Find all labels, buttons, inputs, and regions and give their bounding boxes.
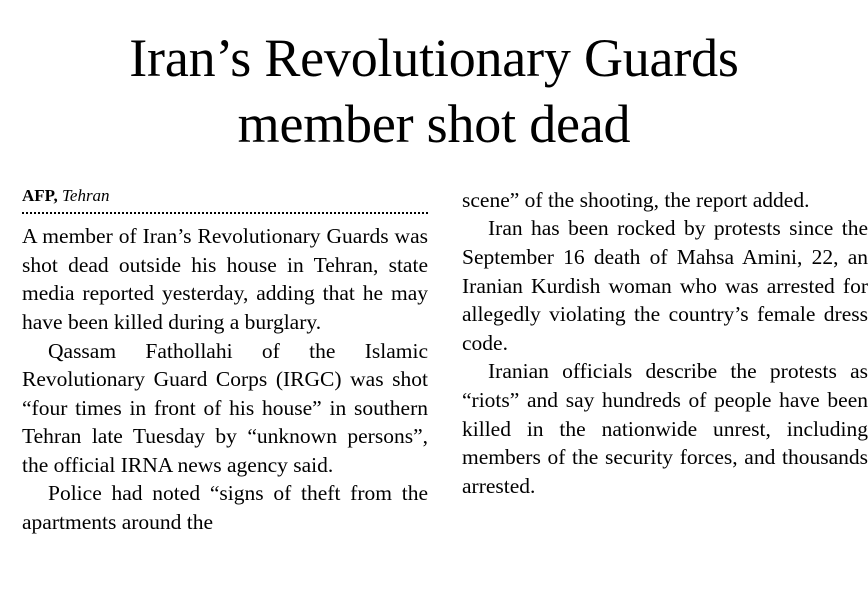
byline-agency: AFP, bbox=[22, 185, 58, 205]
headline-line-2: member shot dead bbox=[237, 93, 631, 154]
byline bbox=[22, 186, 428, 206]
paragraph: Iranian officials describe the protests as “riots” and say hundreds of people have been killed in the nationwide unrest, including members of the security forces, and thousands arrested. bbox=[462, 359, 868, 498]
page-title bbox=[14, 26, 854, 158]
left-column bbox=[22, 186, 428, 537]
byline-place: Tehran bbox=[62, 185, 110, 205]
right-column bbox=[462, 186, 868, 537]
paragraph: scene” of the shooting, the report added. bbox=[462, 187, 810, 212]
article-columns bbox=[14, 185, 868, 537]
paragraph: Iran has been rocked by protests since the September 16 death of Mahsa Amini, 22, an Iranian Kurdish woman who was arrested for allegedly violating the country’s female dress code. bbox=[462, 216, 868, 355]
paragraph: Qassam Fathollahi of the Islamic Revolutionary Guard Corps (IRGC) was shot “four times in front of his house” in southern Tehran late Tuesday by “unknown persons”, the official IRNA news agency said. bbox=[22, 338, 428, 477]
headline-line-1: Iran’s Revolutionary Guards bbox=[129, 28, 739, 88]
paragraph: Police had noted “signs of theft from the apartments around the bbox=[22, 481, 428, 535]
paragraph: A member of Iran’s Revolutionary Guards was shot dead outside his house in Tehran, state media reported yesterday, adding that he may have been killed during a burglary. bbox=[22, 224, 428, 334]
byline-divider bbox=[22, 212, 428, 214]
